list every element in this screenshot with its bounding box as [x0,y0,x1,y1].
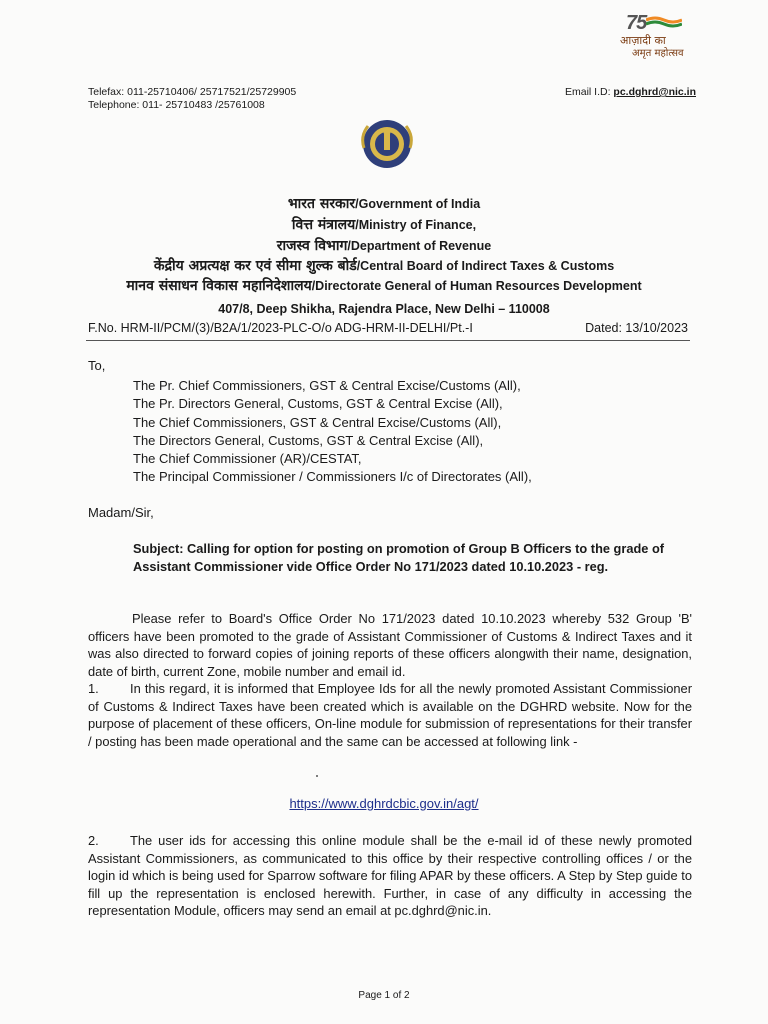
file-number: F.No. HRM-II/PCM/(3)/B2A/1/2023-PLC-O/o ADG-HRM-II-DELHI/Pt.-I [88,321,473,335]
cbic-emblem-icon [356,114,418,178]
header-english: /Ministry of Finance, [355,218,477,232]
header-hindi: मानव संसाधन विकास महानिदेशालय [126,278,312,294]
subject: Subject: Calling for option for posting on promotion of Group B Officers to the grade of Assistant Commissioner vide Office Order No 171/2023 dated 10.10.2023 - reg. [133,541,665,574]
email-label: Email I.D: [564,86,614,98]
paragraph-text: In this regard, it is informed that Employee Ids for all the newly promoted Assistant Commissioner of Customs & Indirect Taxes have been created which is available on the DGHRD website. Now for the purpose of placement of these officers, On-line module for submission of representations for their transfer / posting has been made operational and the same can be accessed at following link - [88,681,692,749]
header-hindi: राजस्व विभाग [276,238,348,254]
paragraph-1 [88,680,692,750]
header-hindi: भारत सरकार [287,196,356,212]
telephone: Telephone: 011- 25710483 /25761008 [88,99,265,111]
paragraph-2 [88,832,692,920]
header-english: /Department of Revenue [347,239,492,253]
paragraph-number: 1. [88,681,99,696]
page-number: Page 1 of 2 [358,990,410,1001]
paragraph-number: 2. [88,833,99,848]
header-line-department [0,237,768,255]
paragraph-text: The user ids for accessing this online module shall be the e-mail id of these newly promoted Assistant Commissioners, as communicated to this office by their respective controlling offices / or the login id which is being used for Sparrow software for filing APAR by these officers. A Step by Step guide to fill up the representation is enclosed herewith. Further, in case of any difficulty in accessing the representation Module, officers may send an email at pc.dghrd@nic.in. [88,833,692,918]
telefax: Telefax: 011-25710406/ 25717521/25729905 [88,86,297,98]
header-hindi: केंद्रीय अप्रत्यक्ष कर एवं सीमा शुल्क बोर्ड [153,258,357,274]
salutation: Madam/Sir, [88,505,154,520]
header-line-directorate [0,277,768,295]
contact-phones [88,86,296,112]
representation-module-link[interactable]: https://www.dghrdcbic.gov.in/agt/ [289,796,479,811]
contact-email [565,86,696,99]
divider [86,340,690,341]
office-address: 407/8, Deep Shikha, Rajendra Place, New Delhi – 110008 [218,302,550,316]
addressee-item: The Directors General, Customs, GST & Central Excise (All), [133,432,484,448]
intro-paragraph: Please refer to Board's Office Order No 171/2023 dated 10.10.2023 whereby 532 Group 'B' officers have been promoted to the grade of Assistant Commissioner of Customs & Indirect Taxes and it was also directed to forward copies of joining reports of these officers alongwith their name, designation, date of birth, current Zone, mobile number and email id. [88,611,692,679]
email-link[interactable]: pc.dghrd@nic.in [613,86,696,98]
flag-wave-icon [646,16,682,28]
header-line-ministry [0,216,768,234]
azadi-ka-amrit-mahotsav-logo [620,12,700,58]
logo-text-line2: अमृत महोत्सव [632,48,684,59]
letter-date: Dated: 13/10/2023 [585,321,688,335]
to-label: To, [88,358,106,373]
header-english: /Government of India [355,197,481,211]
header-hindi: वित्त मंत्रालय [291,217,356,233]
addressee-item: The Principal Commissioner / Commissioners I/c of Directorates (All), [133,469,532,485]
header-english: /Central Board of Indirect Taxes & Customs [356,259,615,273]
logo-text-line1: आज़ादी का [620,34,666,47]
header-english: /Directorate General of Human Resources Development [311,279,642,293]
addressee-item: The Pr. Directors General, Customs, GST & Central Excise (All), [133,396,503,412]
header-line-cbic [0,257,768,275]
logo-number: 75 [626,12,647,34]
addressee-item: The Chief Commissioner (AR)/CESTAT, [133,451,362,467]
addressee-item: The Chief Commissioners, GST & Central Excise/Customs (All), [133,414,502,430]
addressee-item: The Pr. Chief Commissioners, GST & Central Excise/Customs (All), [133,378,521,393]
header-line-government [0,195,768,213]
ink-speck [316,775,318,777]
addressee-list [133,377,532,487]
